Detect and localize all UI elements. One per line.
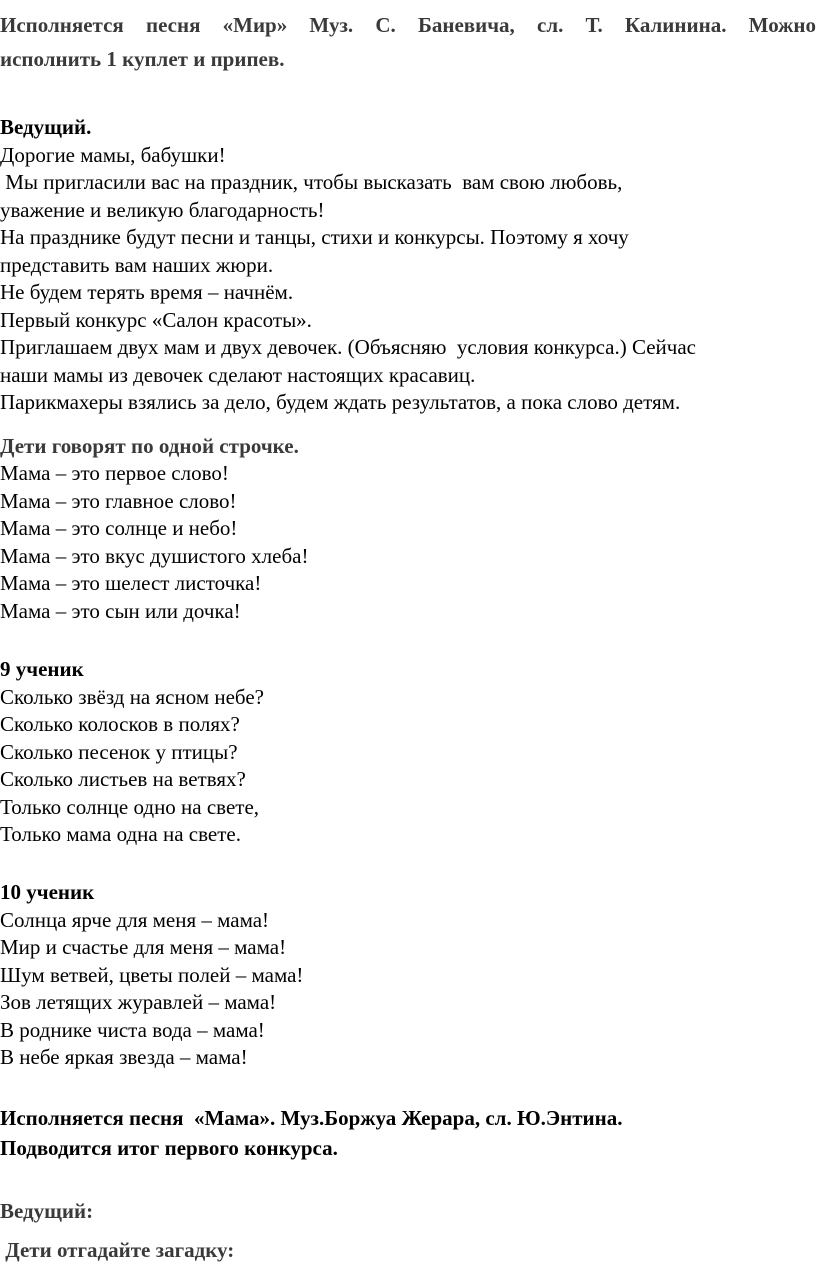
children-block	[0, 432, 816, 625]
host-line: представить вам наших жюри.	[0, 252, 274, 277]
poem-line: Сколько листьев на ветвях?	[0, 767, 246, 791]
poem-line: Сколько звёзд на ясном небе?	[0, 684, 264, 709]
student-10-block	[0, 879, 816, 1072]
host-line: Дорогие мамы, бабушки!	[0, 142, 226, 167]
poem-line: Мама – это первое слово!	[0, 461, 229, 485]
host-line: Первый конкурс «Салон красоты».	[0, 307, 312, 332]
intro-block	[0, 8, 816, 76]
song-2-block	[0, 1103, 816, 1163]
host-line: Приглашаем двух мам и двух девочек. (Объясняю условия конкурса.) Сейчас	[0, 335, 696, 359]
host-line: наши мамы из девочек сделают настоящих красавиц.	[0, 362, 476, 387]
poem-line: Мама – это сын или дочка!	[0, 598, 241, 623]
poem-line: В роднике чиста вода – мама!	[0, 1017, 265, 1042]
riddle-line: Дети отгадайте загадку:	[0, 1238, 235, 1262]
host-speech-2	[0, 1196, 816, 1226]
poem-line: Мир и счастье для меня – мама!	[0, 935, 287, 959]
host-heading: Ведущий.	[0, 115, 92, 139]
host-line: Парикмахеры взялись за дело, будем ждать результатов, а пока слово детям.	[0, 390, 681, 414]
poem-line: Только мама одна на свете.	[0, 822, 241, 846]
poem-line: Зов летящих журавлей – мама!	[0, 990, 277, 1014]
poem-line: Мама – это вкус душистого хлеба!	[0, 543, 309, 568]
poem-line: Солнца ярче для меня – мама!	[0, 907, 270, 932]
song-2-line-1: Исполняется песня «Мама». Муз.Боржуа Жерара, сл. Ю.Энтина.	[0, 1106, 623, 1130]
riddle-block	[0, 1236, 816, 1264]
children-heading: Дети говорят по одной строчке.	[0, 434, 299, 458]
poem-line: Мама – это шелест листочка!	[0, 571, 262, 595]
student-9-heading: 9 ученик	[0, 657, 84, 681]
student-9-block	[0, 656, 816, 849]
poem-line: Сколько колосков в полях?	[0, 712, 240, 736]
intro-line-2: исполнить 1 куплет и припев.	[0, 47, 285, 71]
poem-line: Шум ветвей, цветы полей – мама!	[0, 962, 304, 987]
host-line: уважение и великую благодарность!	[0, 197, 325, 222]
poem-line: Мама – это солнце и небо!	[0, 516, 238, 540]
host-speech-1	[0, 114, 816, 417]
intro-line-1: Исполняется песня «Мир» Муз. С. Баневича, сл. Т. Калинина. Можно	[0, 13, 816, 37]
host-line: Не будем терять время – начнём.	[0, 280, 294, 304]
host-line: Мы пригласили вас на праздник, чтобы высказать вам свою любовь,	[0, 170, 623, 194]
poem-line: Только солнце одно на свете,	[0, 794, 260, 819]
poem-line: Сколько песенок у птицы?	[0, 739, 238, 764]
host-line: На празднике будут песни и танцы, стихи и конкурсы. Поэтому я хочу	[0, 225, 629, 249]
song-2-line-2: Подводится итог первого конкурса.	[0, 1136, 338, 1160]
student-10-heading: 10 ученик	[0, 880, 95, 904]
host-heading-2: Ведущий:	[0, 1199, 94, 1223]
poem-line: Мама – это главное слово!	[0, 488, 237, 513]
poem-line: В небе яркая звезда – мама!	[0, 1045, 248, 1069]
